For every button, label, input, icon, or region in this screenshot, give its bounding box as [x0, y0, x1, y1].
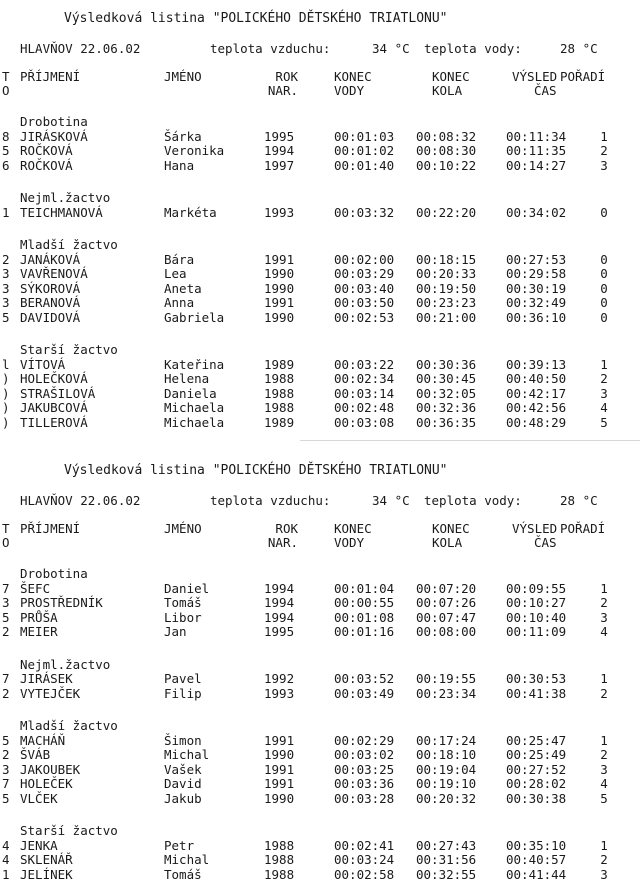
category-heading: Mladší žactvo	[20, 237, 118, 252]
row-water-time: 00:03:49	[334, 685, 395, 701]
row-birth-year: 1991	[264, 251, 295, 267]
row-surname: SÝKOROVÁ	[20, 280, 81, 296]
row-rank: 1	[600, 671, 608, 686]
row-bike-time: 00:19:10	[416, 776, 477, 791]
row-water-time: 00:03:50	[334, 295, 395, 310]
row-result-time: 00:36:10	[506, 309, 567, 325]
row-name: Kateřina	[164, 356, 225, 372]
row-rank: 5	[600, 790, 608, 806]
sheet-divider	[300, 440, 640, 441]
header-water-line2: VODY	[334, 535, 365, 550]
row-surname: ŠVÁB	[20, 747, 51, 762]
row-bike-time: 00:07:47	[416, 609, 477, 625]
header-bike-line1: KONEC	[432, 521, 470, 536]
row-water-time: 00:02:00	[334, 251, 395, 267]
row-water-time: 00:03:32	[334, 204, 395, 220]
row-start-no: )	[2, 400, 10, 415]
water-temp-value: 28 °C	[560, 493, 598, 508]
row-name: Aneta	[164, 280, 202, 296]
row-surname: TILLEROVÁ	[20, 414, 88, 430]
row-water-time: 00:03:28	[334, 790, 395, 806]
header-start-no-line2: O	[2, 83, 10, 98]
water-temp-label: teplota vody:	[424, 41, 522, 56]
row-birth-year: 1994	[264, 595, 295, 610]
row-start-no: 4	[2, 837, 10, 853]
row-birth-year: 1989	[264, 414, 295, 430]
row-birth-year: 1989	[264, 356, 295, 372]
row-water-time: 00:03:22	[334, 356, 395, 372]
row-birth-year: 1992	[264, 671, 295, 686]
row-result-time: 00:09:55	[506, 580, 567, 596]
row-bike-time: 00:10:22	[416, 157, 477, 173]
row-surname: JANÁKOVÁ	[20, 251, 81, 267]
row-name: Daniel	[164, 580, 210, 596]
row-name: Šimon	[164, 732, 202, 748]
row-surname: JIRÁSKOVÁ	[20, 128, 88, 144]
row-birth-year: 1990	[264, 309, 295, 325]
row-rank: 4	[600, 400, 608, 415]
row-start-no: 5	[2, 790, 10, 806]
row-birth-year: 1988	[264, 866, 295, 882]
row-birth-year: 1988	[264, 371, 295, 386]
row-result-time: 00:30:53	[506, 671, 567, 686]
row-bike-time: 00:19:55	[416, 671, 477, 686]
row-start-no: 5	[2, 609, 10, 625]
row-name: Anna	[164, 295, 195, 310]
row-start-no: 3	[2, 266, 10, 281]
row-name: Vašek	[164, 761, 202, 777]
row-result-time: 00:35:10	[506, 837, 567, 853]
row-bike-time: 00:07:26	[416, 595, 477, 610]
row-water-time: 00:01:08	[334, 609, 395, 625]
row-water-time: 00:02:34	[334, 371, 395, 386]
row-water-time: 00:03:08	[334, 414, 395, 430]
row-birth-year: 1988	[264, 852, 295, 867]
row-birth-year: 1991	[264, 761, 295, 777]
row-surname: JENKA	[20, 837, 58, 853]
row-bike-time: 00:19:50	[416, 280, 477, 296]
header-bike-line2: KOLA	[432, 535, 463, 550]
row-result-time: 00:10:40	[506, 609, 567, 625]
row-birth-year: 1990	[264, 790, 295, 806]
row-surname: VYTEJČEK	[20, 685, 81, 701]
row-surname: VÍTOVÁ	[20, 356, 66, 372]
row-name: Filip	[164, 685, 202, 701]
row-rank: 3	[600, 157, 608, 173]
row-start-no: 7	[2, 580, 10, 596]
row-bike-time: 00:23:23	[416, 295, 477, 310]
row-name: Bára	[164, 251, 195, 267]
header-name: JMÉNO	[164, 521, 202, 536]
row-water-time: 00:02:58	[334, 866, 395, 882]
row-birth-year: 1991	[264, 732, 295, 748]
row-rank: 0	[600, 280, 608, 296]
row-surname: SKLENÁŘ	[20, 852, 73, 867]
category-heading: Starší žactvo	[20, 823, 118, 838]
water-temp-label: teplota vody:	[424, 493, 522, 508]
place-date: HLAVŇOV 22.06.02	[20, 493, 141, 508]
row-bike-time: 00:36:35	[416, 414, 477, 430]
row-result-time: 00:27:52	[506, 761, 567, 777]
row-bike-time: 00:32:05	[416, 385, 477, 401]
row-water-time: 00:03:52	[334, 671, 395, 686]
header-name: JMÉNO	[164, 69, 202, 84]
row-birth-year: 1988	[264, 385, 295, 401]
row-birth-year: 1988	[264, 400, 295, 415]
row-water-time: 00:03:29	[334, 266, 395, 281]
row-name: Michal	[164, 852, 210, 867]
row-surname: STRAŠILOVÁ	[20, 385, 96, 401]
row-name: Michaela	[164, 400, 225, 415]
row-bike-time: 00:08:00	[416, 624, 477, 639]
row-result-time: 00:32:49	[506, 295, 567, 310]
row-rank: 1	[600, 837, 608, 853]
row-start-no: 7	[2, 776, 10, 791]
header-water-line1: KONEC	[334, 521, 372, 536]
row-start-no: 3	[2, 595, 10, 610]
row-rank: 0	[600, 309, 608, 325]
row-birth-year: 1991	[264, 776, 295, 791]
row-name: Tomáš	[164, 866, 202, 882]
row-rank: 3	[600, 609, 608, 625]
row-name: Gabriela	[164, 309, 225, 325]
row-rank: 1	[600, 356, 608, 372]
row-start-no: 3	[2, 295, 10, 310]
header-year-line1: ROK	[275, 521, 298, 536]
header-result-line1: VÝSLED	[512, 521, 558, 536]
row-water-time: 00:00:55	[334, 595, 395, 610]
row-name: Libor	[164, 609, 202, 625]
row-bike-time: 00:08:30	[416, 143, 477, 158]
row-surname: JAKUBCOVÁ	[20, 400, 88, 415]
row-start-no: 2	[2, 624, 10, 639]
row-name: Hana	[164, 157, 195, 173]
row-rank: 3	[600, 761, 608, 777]
row-result-time: 00:11:34	[506, 128, 567, 144]
row-rank: 3	[600, 866, 608, 882]
row-name: Michal	[164, 747, 210, 762]
row-result-time: 00:28:02	[506, 776, 567, 791]
row-result-time: 00:25:47	[506, 732, 567, 748]
row-start-no: )	[2, 371, 10, 386]
row-bike-time: 00:20:33	[416, 266, 477, 281]
row-bike-time: 00:32:36	[416, 400, 477, 415]
row-birth-year: 1991	[264, 295, 295, 310]
row-surname: MEIER	[20, 624, 58, 639]
header-year-line2: NAR.	[267, 83, 298, 98]
row-water-time: 00:01:16	[334, 624, 395, 639]
row-result-time: 00:41:38	[506, 685, 567, 701]
row-bike-time: 00:18:15	[416, 251, 477, 267]
row-name: Markéta	[164, 204, 217, 220]
row-surname: TEICHMANOVÁ	[20, 204, 103, 220]
row-water-time: 00:01:40	[334, 157, 395, 173]
row-result-time: 00:30:19	[506, 280, 567, 296]
row-result-time: 00:27:53	[506, 251, 567, 267]
header-start-no-line2: O	[2, 535, 10, 550]
header-start-no-line1: T	[2, 521, 10, 536]
row-bike-time: 00:20:32	[416, 790, 477, 806]
water-temp-value: 28 °C	[560, 41, 598, 56]
row-result-time: 00:30:38	[506, 790, 567, 806]
row-rank: 0	[600, 266, 608, 281]
row-birth-year: 1990	[264, 280, 295, 296]
row-result-time: 00:11:09	[506, 624, 567, 639]
row-water-time: 00:03:25	[334, 761, 395, 777]
row-water-time: 00:02:29	[334, 732, 395, 748]
row-start-no: 1	[2, 866, 10, 882]
row-name: Pavel	[164, 671, 202, 686]
row-bike-time: 00:07:20	[416, 580, 477, 596]
row-rank: 2	[600, 371, 608, 386]
row-birth-year: 1994	[264, 580, 295, 596]
row-rank: 2	[600, 852, 608, 867]
row-start-no: 4	[2, 852, 10, 867]
row-birth-year: 1995	[264, 624, 295, 639]
row-rank: 2	[600, 747, 608, 762]
row-bike-time: 00:21:00	[416, 309, 477, 325]
header-surname: PŘÍJMENÍ	[20, 69, 81, 84]
air-temp-label: teplota vzduchu:	[210, 493, 331, 508]
row-water-time: 00:03:36	[334, 776, 395, 791]
row-water-time: 00:01:03	[334, 128, 395, 144]
row-water-time: 00:02:48	[334, 400, 395, 415]
row-start-no: 6	[2, 157, 10, 173]
row-bike-time: 00:18:10	[416, 747, 477, 762]
row-start-no: 5	[2, 732, 10, 748]
row-rank: 0	[600, 251, 608, 267]
row-start-no: 7	[2, 671, 10, 686]
row-surname: BERANOVÁ	[20, 295, 81, 310]
header-water-line1: KONEC	[334, 69, 372, 84]
row-result-time: 00:10:27	[506, 595, 567, 610]
row-surname: JELÍNEK	[20, 866, 73, 882]
row-bike-time: 00:30:45	[416, 371, 477, 386]
row-birth-year: 1994	[264, 609, 295, 625]
row-result-time: 00:25:49	[506, 747, 567, 762]
category-heading: Nejml.žactvo	[20, 190, 111, 205]
row-surname: PROSTŘEDNÍK	[20, 595, 103, 610]
row-result-time: 00:11:35	[506, 143, 567, 158]
row-birth-year: 1995	[264, 128, 295, 144]
header-bike-line1: KONEC	[432, 69, 470, 84]
row-name: Lea	[164, 266, 187, 281]
row-start-no: 2	[2, 747, 10, 762]
row-rank: 3	[600, 385, 608, 401]
air-temp-value: 34 °C	[372, 41, 410, 56]
row-bike-time: 00:31:56	[416, 852, 477, 867]
header-year-line1: ROK	[275, 69, 298, 84]
header-rank: POŘADÍ	[560, 521, 606, 536]
air-temp-label: teplota vzduchu:	[210, 41, 331, 56]
header-year-line2: NAR.	[267, 535, 298, 550]
row-rank: 0	[600, 204, 608, 220]
row-bike-time: 00:23:34	[416, 685, 477, 701]
category-heading: Drobotina	[20, 566, 88, 581]
row-surname: PRŮŠA	[20, 609, 58, 625]
row-start-no: 5	[2, 143, 10, 158]
row-birth-year: 1994	[264, 143, 295, 158]
row-rank: 5	[600, 414, 608, 430]
row-water-time: 00:03:02	[334, 747, 395, 762]
row-surname: VAVŘENOVÁ	[20, 266, 88, 281]
row-water-time: 00:03:24	[334, 852, 395, 867]
header-result-line2: ČAS	[534, 535, 557, 550]
row-bike-time: 00:32:55	[416, 866, 477, 882]
row-rank: 1	[600, 732, 608, 748]
row-rank: 2	[600, 143, 608, 158]
row-name: Petr	[164, 837, 195, 853]
row-surname: HOLEČKOVÁ	[20, 371, 88, 386]
air-temp-value: 34 °C	[372, 493, 410, 508]
row-name: Šárka	[164, 128, 202, 144]
category-heading: Drobotina	[20, 114, 88, 129]
row-rank: 1	[600, 128, 608, 144]
row-result-time: 00:39:13	[506, 356, 567, 372]
row-name: Daniela	[164, 385, 217, 401]
row-result-time: 00:48:29	[506, 414, 567, 430]
row-surname: JIRÁSEK	[20, 671, 73, 686]
row-bike-time: 00:30:36	[416, 356, 477, 372]
row-bike-time: 00:08:32	[416, 128, 477, 144]
row-birth-year: 1988	[264, 837, 295, 853]
header-result-line1: VÝSLED	[512, 69, 558, 84]
row-name: Jan	[164, 624, 187, 639]
row-result-time: 00:41:44	[506, 866, 567, 882]
row-water-time: 00:03:14	[334, 385, 395, 401]
row-bike-time: 00:17:24	[416, 732, 477, 748]
row-water-time: 00:02:53	[334, 309, 395, 325]
row-birth-year: 1990	[264, 266, 295, 281]
row-start-no: )	[2, 385, 10, 401]
row-start-no: 3	[2, 761, 10, 777]
row-result-time: 00:42:56	[506, 400, 567, 415]
row-birth-year: 1997	[264, 157, 295, 173]
row-name: Helena	[164, 371, 210, 386]
row-bike-time: 00:19:04	[416, 761, 477, 777]
category-heading: Nejml.žactvo	[20, 656, 111, 672]
row-result-time: 00:40:50	[506, 371, 567, 386]
row-rank: 2	[600, 685, 608, 701]
header-water-line2: VODY	[334, 83, 365, 98]
row-result-time: 00:34:02	[506, 204, 567, 220]
header-start-no-line1: T	[2, 69, 10, 84]
row-surname: ROČKOVÁ	[20, 157, 73, 173]
row-surname: HOLEČEK	[20, 776, 73, 791]
row-name: Michaela	[164, 414, 225, 430]
row-rank: 4	[600, 776, 608, 791]
row-bike-time: 00:22:20	[416, 204, 477, 220]
row-water-time: 00:03:40	[334, 280, 395, 296]
row-bike-time: 00:27:43	[416, 837, 477, 853]
header-rank: POŘADÍ	[560, 69, 606, 84]
row-surname: MACHÁŇ	[20, 732, 66, 748]
row-birth-year: 1993	[264, 204, 295, 220]
row-surname: DAVIDOVÁ	[20, 309, 81, 325]
header-bike-line2: KOLA	[432, 83, 463, 98]
row-result-time: 00:42:17	[506, 385, 567, 401]
row-water-time: 00:02:41	[334, 837, 395, 853]
row-result-time: 00:29:58	[506, 266, 567, 281]
sheet-title: Výsledková listina "POLICKÉHO DĚTSKÉHO TRIATLONU"	[64, 11, 448, 26]
row-start-no: 8	[2, 128, 10, 144]
category-heading: Starší žactvo	[20, 342, 118, 357]
row-rank: 0	[600, 295, 608, 310]
row-start-no: 1	[2, 204, 10, 220]
row-result-time: 00:40:57	[506, 852, 567, 867]
row-surname: JAKOUBEK	[20, 761, 81, 777]
row-start-no: 5	[2, 309, 10, 325]
place-date: HLAVŇOV 22.06.02	[20, 41, 141, 56]
row-name: Jakub	[164, 790, 202, 806]
row-rank: 4	[600, 624, 608, 639]
category-heading: Mladší žactvo	[20, 718, 118, 733]
row-water-time: 00:01:04	[334, 580, 395, 596]
row-surname: ŠEFC	[20, 580, 51, 596]
row-name: David	[164, 776, 202, 791]
row-birth-year: 1990	[264, 747, 295, 762]
row-water-time: 00:01:02	[334, 143, 395, 158]
row-start-no: l	[2, 356, 10, 372]
row-start-no: 2	[2, 251, 10, 267]
row-rank: 2	[600, 595, 608, 610]
header-result-line2: ČAS	[534, 83, 557, 98]
row-rank: 1	[600, 580, 608, 596]
sheet-title: Výsledková listina "POLICKÉHO DĚTSKÉHO TRIATLONU"	[64, 463, 448, 478]
row-start-no: 3	[2, 280, 10, 296]
row-name: Tomáš	[164, 595, 202, 610]
row-name: Veronika	[164, 143, 225, 158]
row-start-no: )	[2, 414, 10, 430]
header-surname: PŘÍJMENÍ	[20, 521, 81, 536]
row-birth-year: 1993	[264, 685, 295, 701]
row-surname: ROČKOVÁ	[20, 143, 73, 158]
row-surname: VLČEK	[20, 790, 58, 806]
row-start-no: 2	[2, 685, 10, 701]
row-result-time: 00:14:27	[506, 157, 567, 173]
